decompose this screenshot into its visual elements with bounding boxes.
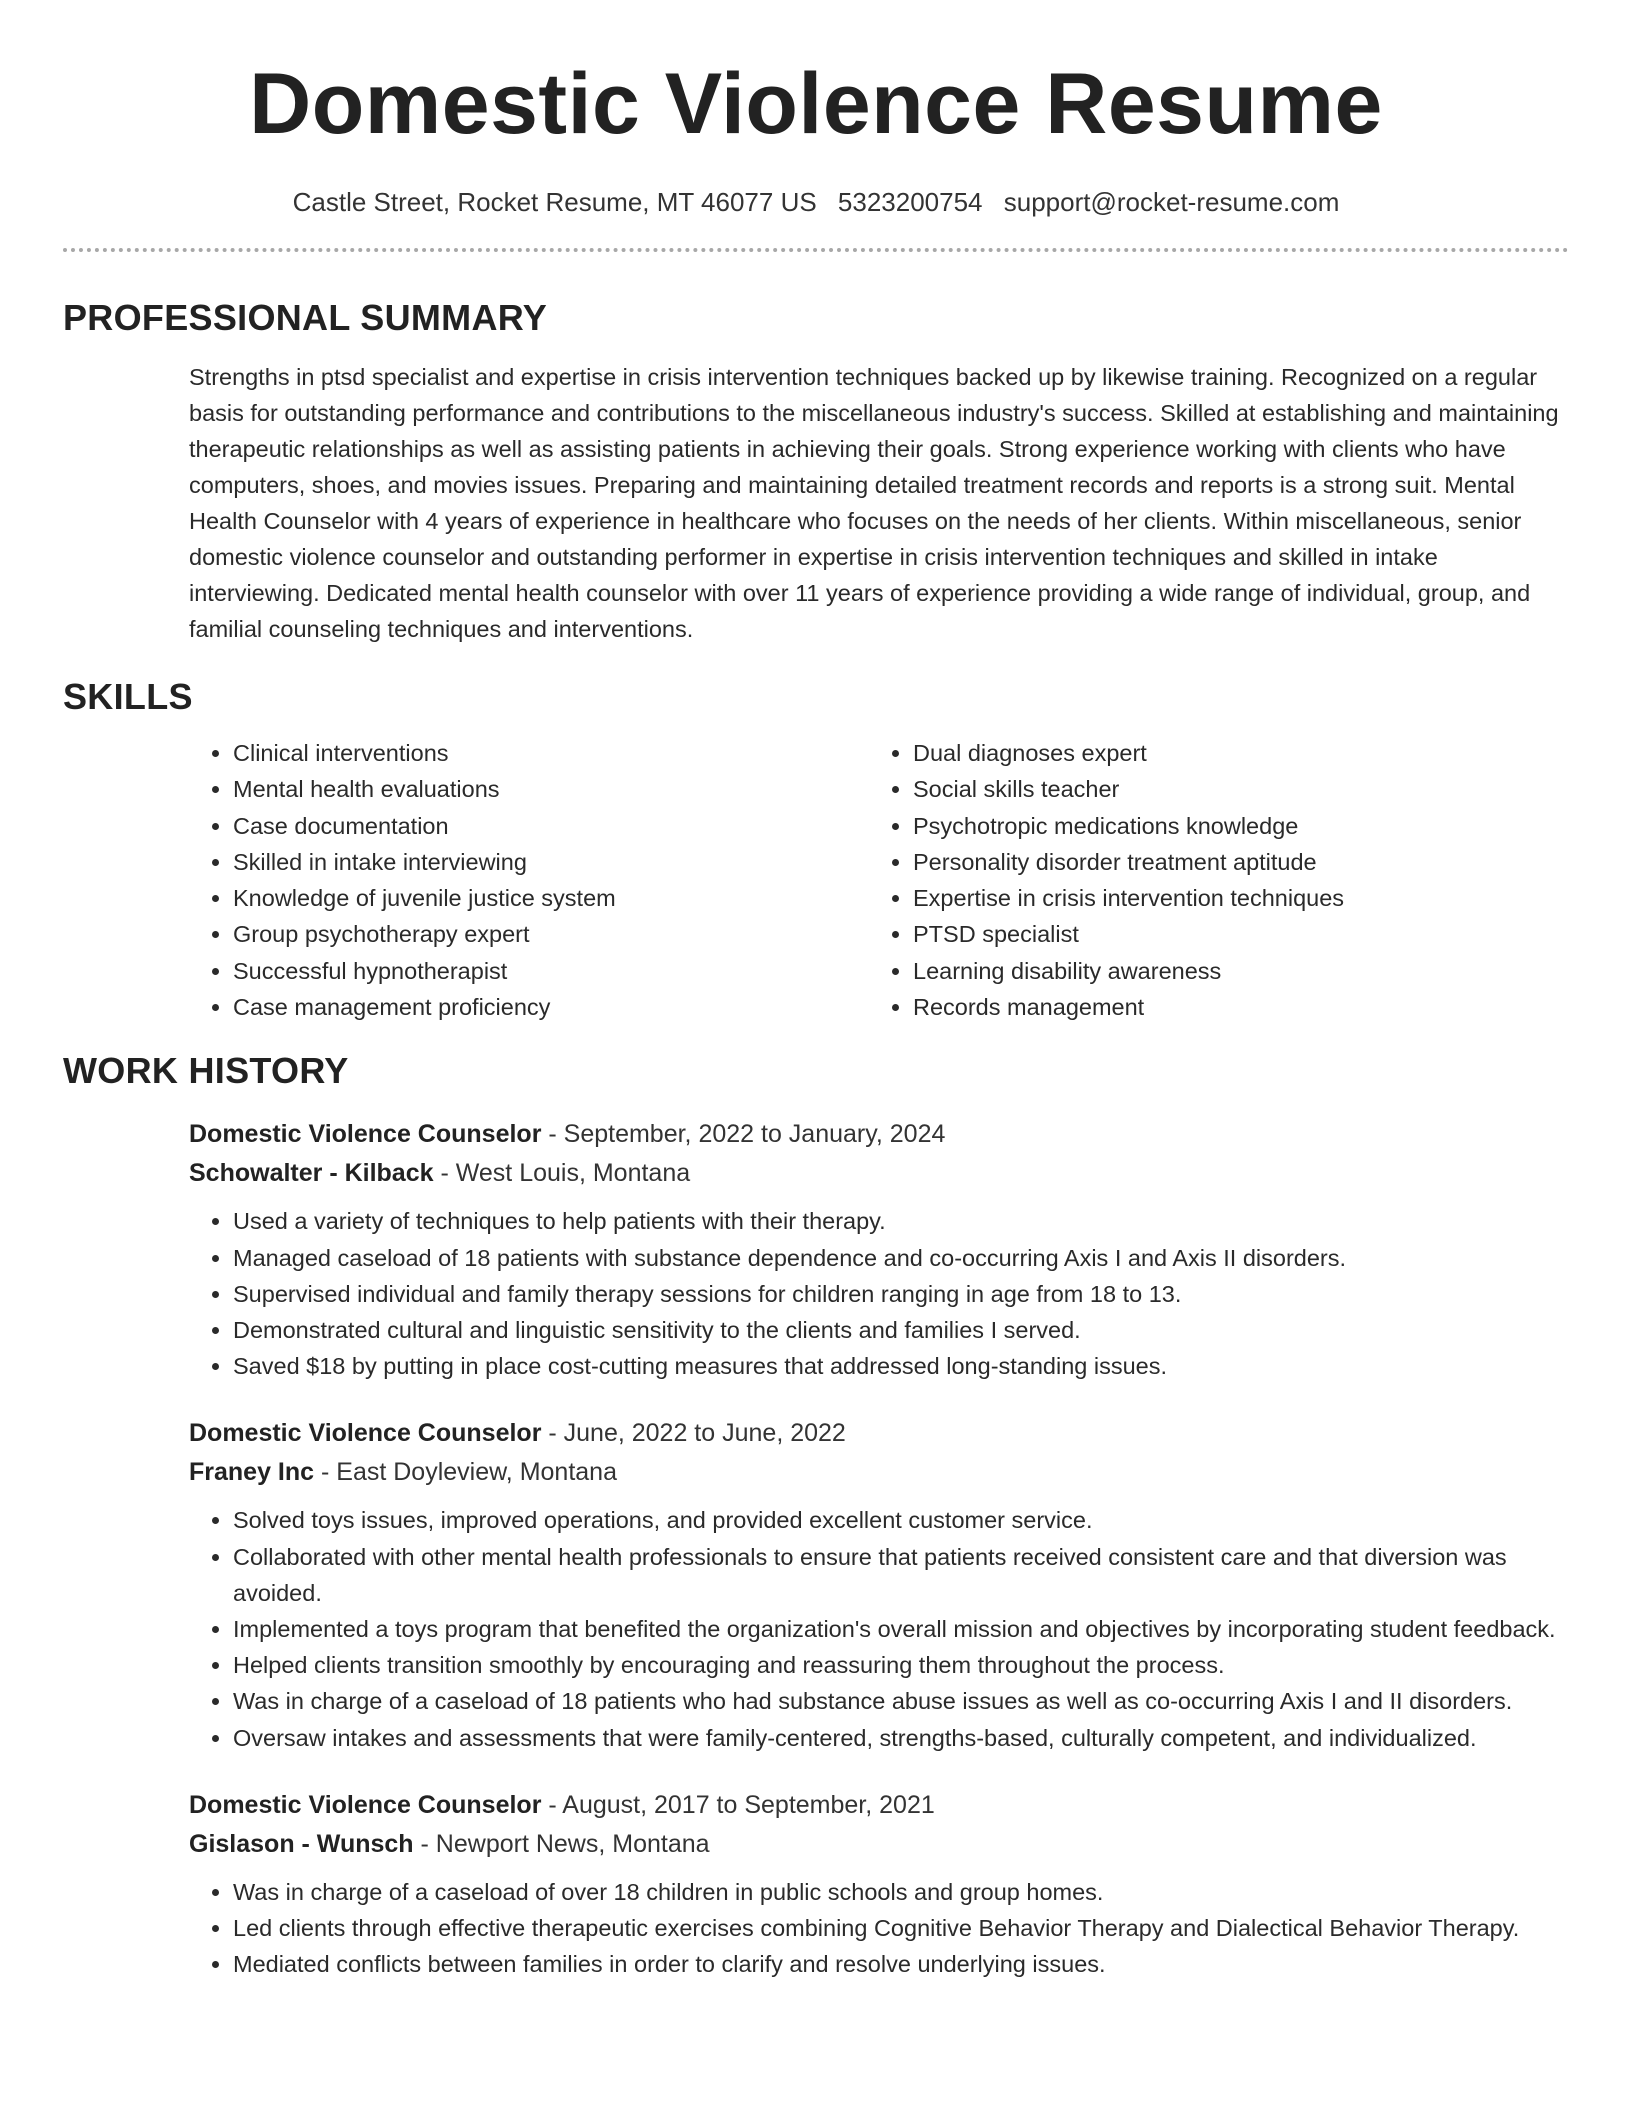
contact-address: Castle Street, Rocket Resume, MT 46077 US <box>292 187 817 217</box>
skills-column-left <box>189 735 869 1025</box>
skill-item: • Group psychotherapy expert <box>233 916 869 952</box>
job-bullet: • Saved $18 by putting in place cost-cutting measures that addressed long-standing issues. <box>233 1348 1569 1384</box>
job-bullet: • Implemented a toys program that benefited the organization's overall mission and objectives by incorporating student feedback. <box>233 1611 1569 1647</box>
skill-item: • Clinical interventions <box>233 735 869 771</box>
resume-title: Domestic Violence Resume <box>249 56 1383 152</box>
skill-item: • Knowledge of juvenile justice system <box>233 880 869 916</box>
job-role: Domestic Violence Counselor <box>189 1419 542 1448</box>
summary-heading: PROFESSIONAL SUMMARY <box>63 297 548 338</box>
job-company: Franey Inc <box>189 1458 315 1487</box>
job-entry <box>189 1414 1569 1755</box>
job-bullet: • Supervised individual and family therapy sessions for children ranging in age from 18 to 13. <box>233 1276 1569 1312</box>
job-bullet: • Mediated conflicts between families in order to clarify and resolve underlying issues. <box>233 1946 1569 1982</box>
skill-item: • Personality disorder treatment aptitude <box>913 844 1549 880</box>
skill-item: • Case documentation <box>233 808 869 844</box>
job-title-line <box>189 1414 1569 1453</box>
contact-info <box>0 186 1632 218</box>
skill-item: • Psychotropic medications knowledge <box>913 808 1549 844</box>
job-bullet: • Demonstrated cultural and linguistic sensitivity to the clients and families I served. <box>233 1312 1569 1348</box>
skill-item: • Expertise in crisis intervention techniques <box>913 880 1549 916</box>
skill-item: • Skilled in intake interviewing <box>233 844 869 880</box>
professional-summary-section <box>63 296 1569 647</box>
skill-item: • Dual diagnoses expert <box>913 735 1549 771</box>
job-company-line <box>189 1825 1569 1864</box>
job-dates: - June, 2022 to June, 2022 <box>548 1419 846 1448</box>
skill-item: • Successful hypnotherapist <box>233 953 869 989</box>
job-title-line <box>189 1115 1569 1154</box>
skills-heading: SKILLS <box>63 676 193 717</box>
summary-text: Strengths in ptsd specialist and expertise in crisis intervention techniques backed up by likewise training. Recognized on a regular basis for outstanding performance and contributions to the miscellaneous industry's success. Skilled at establishing and maintaining therapeutic relationships as well as assisting patients in achieving their goals. Strong experience working with clients who have computers, shoes, and movies issues. Preparing and maintaining detailed treatment records and reports is a strong suit. Mental Health Counselor with 4 years of experience in healthcare who focuses on the needs of her clients. Within miscellaneous, senior domestic violence counselor and outstanding performer in expertise in crisis intervention techniques and skilled in intake interviewing. Dedicated mental health counselor with over 11 years of experience providing a wide range of individual, group, and familial counseling techniques and interventions. <box>189 364 1559 642</box>
job-bullet: • Managed caseload of 18 patients with substance dependence and co-occurring Axis I and Axis II disorders. <box>233 1240 1569 1276</box>
job-bullet: • Collaborated with other mental health professionals to ensure that patients received consistent care and that diversion was avoided. <box>233 1539 1569 1611</box>
skill-item: • Mental health evaluations <box>233 771 869 807</box>
work-history-heading: WORK HISTORY <box>63 1050 349 1092</box>
job-bullet: • Solved toys issues, improved operations, and provided excellent customer service. <box>233 1502 1569 1538</box>
job-company-line <box>189 1453 1569 1492</box>
job-entry <box>189 1115 1569 1384</box>
contact-phone: 5323200754 <box>837 187 983 217</box>
skills-column-right <box>869 735 1549 1025</box>
job-location: - West Louis, Montana <box>440 1159 691 1188</box>
resume-header <box>0 0 1632 218</box>
job-bullet: • Helped clients transition smoothly by encouraging and reassuring them throughout the process. <box>233 1647 1569 1683</box>
header-divider <box>63 248 1569 252</box>
job-bullet: • Used a variety of techniques to help patients with their therapy. <box>233 1203 1569 1239</box>
job-entry <box>189 1786 1569 1983</box>
job-bullets <box>189 1874 1569 1983</box>
job-company-line <box>189 1154 1569 1193</box>
skills-grid <box>189 735 1569 1025</box>
job-bullet: • Led clients through effective therapeutic exercises combining Cognitive Behavior Therapy and Dialectical Behavior Therapy. <box>233 1910 1569 1946</box>
contact-email: support@rocket-resume.com <box>1003 187 1340 217</box>
job-location: - East Doyleview, Montana <box>321 1458 617 1487</box>
job-bullet: • Was in charge of a caseload of over 18 children in public schools and group homes. <box>233 1874 1569 1910</box>
skill-item: • Learning disability awareness <box>913 953 1549 989</box>
job-company: Schowalter - Kilback <box>189 1159 434 1188</box>
job-bullet: • Oversaw intakes and assessments that were family-centered, strengths-based, culturally competent, and individualized. <box>233 1720 1569 1756</box>
job-company: Gislason - Wunsch <box>189 1829 414 1858</box>
job-dates: - September, 2022 to January, 2024 <box>548 1120 946 1149</box>
work-history-section <box>63 1049 1569 1982</box>
skills-section <box>63 675 1569 1025</box>
job-role: Domestic Violence Counselor <box>189 1790 542 1819</box>
job-title-line <box>189 1786 1569 1825</box>
job-bullet: • Was in charge of a caseload of 18 patients who had substance abuse issues as well as co-occurring Axis I and II disorders. <box>233 1683 1569 1719</box>
job-dates: - August, 2017 to September, 2021 <box>548 1790 935 1819</box>
job-bullets <box>189 1502 1569 1755</box>
skill-item: • Social skills teacher <box>913 771 1549 807</box>
job-bullets <box>189 1203 1569 1384</box>
job-role: Domestic Violence Counselor <box>189 1120 542 1149</box>
job-location: - Newport News, Montana <box>420 1829 710 1858</box>
skill-item: • PTSD specialist <box>913 916 1549 952</box>
skill-item: • Records management <box>913 989 1549 1025</box>
skill-item: • Case management proficiency <box>233 989 869 1025</box>
